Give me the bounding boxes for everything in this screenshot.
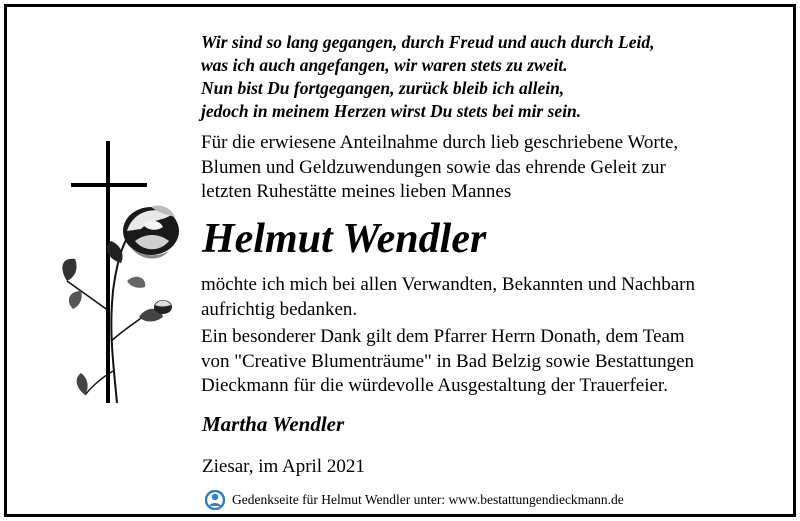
poem [201,31,761,123]
thanks-line: aufrichtig bedanken. [201,298,358,320]
thanks-line: möchte ich mich bei allen Verwandten, Bekannten und Nachbarn [201,274,696,295]
special-thanks-paragraph [201,325,694,399]
poem-line: Wir sind so lang gegangen, durch Freud und auch durch Leid, [201,32,655,52]
intro-line: Für die erwiesene Anteilnahme durch lieb geschriebene Worte, [201,132,679,153]
memorial-link-text[interactable]: Gedenkseite für Helmut Wendler unter: www.bestattungendieckmann.de [232,492,624,507]
intro-line: Blumen und Geldzuwendungen sowie das ehrende Geleit zur [201,156,666,178]
special-thanks-line: von "Creative Blumenträume" in Bad Belzig sowie Bestattungen [201,350,695,372]
deceased-name: Helmut Wendler [202,216,487,262]
intro-line: letzten Ruhestätte meines lieben Mannes [201,181,512,202]
intro-paragraph [201,131,678,205]
memorial-page-logo-icon [205,490,225,510]
poem-line: jedoch in meinem Herzen wirst Du stets bei mir sein. [201,101,582,121]
special-thanks-line: Dieckmann für die würdevolle Ausgestaltung der Trauerfeier. [201,375,668,396]
poem-line: Nun bist Du fortgegangen, zurück bleib ich allein, [201,78,565,98]
thanks-paragraph [201,273,695,322]
signature: Martha Wendler [202,412,345,436]
cross-with-rose-icon [51,141,191,411]
place-date: Ziesar, im April 2021 [202,456,365,477]
memorial-link[interactable] [205,489,624,511]
poem-line: was ich auch angefangen, wir waren stets zu zweit. [201,55,568,75]
special-thanks-line: Ein besonderer Dank gilt dem Pfarrer Herrn Donath, dem Team [201,326,685,347]
obituary-frame [4,4,796,517]
